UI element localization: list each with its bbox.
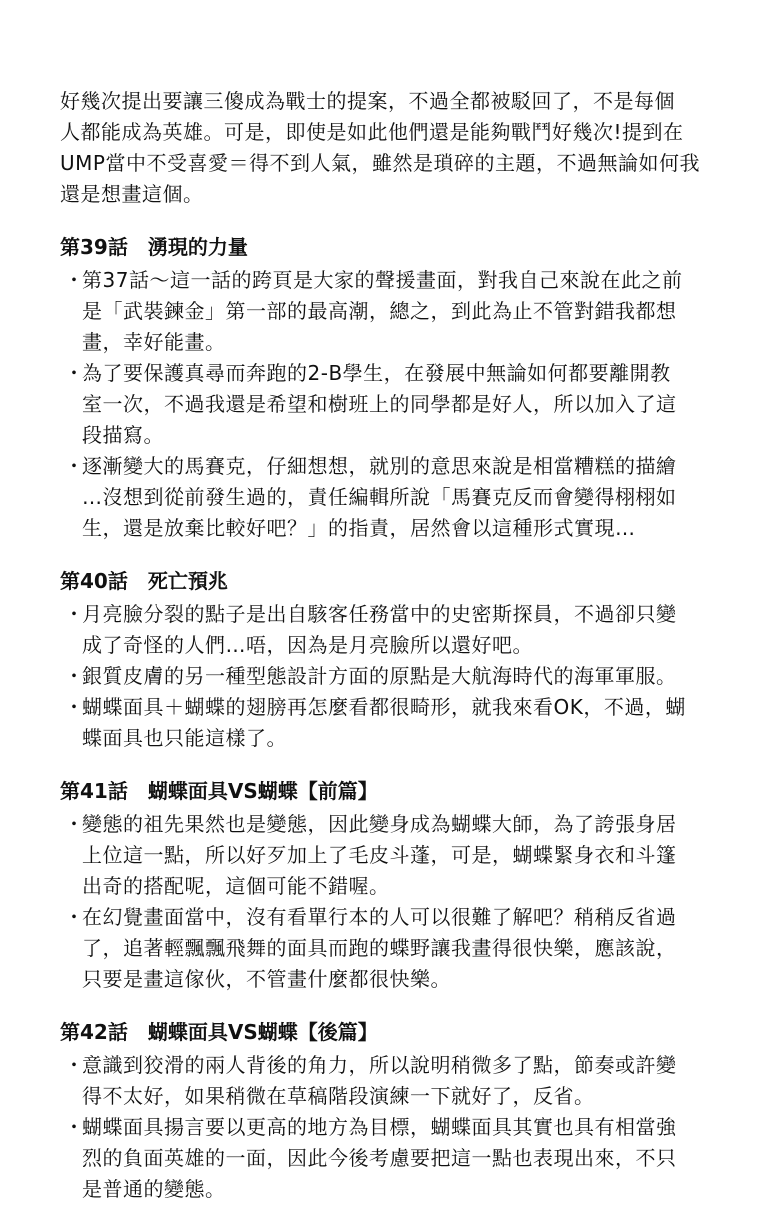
note-item [60, 902, 720, 995]
note-line: 只要是畫這傢伙，不管畫什麼都很快樂。 [82, 967, 451, 991]
note-item [60, 809, 720, 902]
chapter-title: 湧現的力量 [147, 235, 248, 259]
note-text [82, 1050, 720, 1112]
note-line: 在幻覺畫面當中，沒有看單行本的人可以很難了解吧？稍稍反省過 [82, 905, 677, 929]
note-line: 是「武裝鍊金」第一部的最高潮，總之，到此為止不管對錯我都想 [82, 299, 677, 323]
bullet-marker: ・ [64, 361, 84, 385]
note-line: 段描寫。 [82, 423, 164, 447]
note-text [82, 692, 720, 754]
note-line: 上位這一點，所以好歹加上了毛皮斗蓬，可是，蝴蝶緊身衣和斗篷 [82, 843, 677, 867]
chapter-number: 第40話 [60, 569, 128, 593]
section-heading [60, 776, 720, 807]
bullet-marker: ・ [64, 454, 84, 478]
note-line: 變態的祖先果然也是變態，因此變身成為蝴蝶大師，為了誇張身居 [82, 812, 677, 836]
note-item [60, 1112, 720, 1205]
note-item [60, 692, 720, 754]
intro-line: 人都能成為英雄。可是，即使是如此他們還是能夠戰鬥好幾次!提到在 [60, 120, 684, 144]
note-line: 蝴蝶面具揚言要以更高的地方為目標，蝴蝶面具其實也具有相當強 [82, 1115, 677, 1139]
bullet-marker: ・ [64, 1053, 84, 1077]
note-text [82, 358, 720, 451]
chapter-number: 第42話 [60, 1020, 128, 1044]
chapter-title: 死亡預兆 [147, 569, 228, 593]
note-line: 為了要保護真尋而奔跑的2-B學生，在發展中無論如何都要離開教 [82, 361, 671, 385]
note-line: 畫，幸好能畫。 [82, 330, 226, 354]
bullet-marker: ・ [64, 905, 84, 929]
note-text [82, 661, 720, 692]
note-text [82, 809, 720, 902]
note-line: 得不太好，如果稍微在草稿階段演練一下就好了，反省。 [82, 1084, 595, 1108]
note-item [60, 358, 720, 451]
note-line: 意識到狡滑的兩人背後的角力，所以說明稍微多了點，節奏或許變 [82, 1053, 677, 1077]
note-line: 銀質皮膚的另一種型態設計方面的原點是大航海時代的海軍軍服。 [82, 664, 677, 688]
note-line: 成了奇怪的人們…唔，因為是月亮臉所以還好吧。 [82, 633, 533, 657]
note-text [82, 451, 720, 544]
note-line: 逐漸變大的馬賽克，仔細想想，就別的意思來說是相當糟糕的描繪 [82, 454, 677, 478]
note-item [60, 599, 720, 661]
chapter-41-notes [60, 776, 720, 995]
note-text [82, 902, 720, 995]
note-line: 生，還是放棄比較好吧？」的指責，居然會以這種形式實現… [82, 516, 636, 540]
chapter-number: 第39話 [60, 235, 128, 259]
chapter-title: 蝴蝶面具VS蝴蝶【前篇】 [147, 779, 378, 803]
chapter-42-notes [60, 1017, 720, 1205]
note-line: …沒想到從前發生過的，責任編輯所說「馬賽克反而會變得栩栩如 [82, 485, 677, 509]
intro-line: 好幾次提出要讓三傻成為戰士的提案，不過全都被駁回了，不是每個 [60, 89, 675, 113]
note-item [60, 661, 720, 692]
note-line: 了，追著輕飄飄飛舞的面具而跑的蝶野讓我畫得很快樂，應該說， [82, 936, 677, 960]
bullet-marker: ・ [64, 695, 84, 719]
note-item [60, 265, 720, 358]
note-item [60, 1050, 720, 1112]
note-line: 蝶面具也只能這樣了。 [82, 726, 287, 750]
bullet-marker: ・ [64, 664, 84, 688]
chapter-number: 第41話 [60, 779, 128, 803]
chapter-40-notes [60, 566, 720, 754]
note-line: 是普通的變態。 [82, 1177, 226, 1201]
bullet-marker: ・ [64, 268, 84, 292]
intro-line: 還是想畫這個。 [60, 182, 204, 206]
bullet-marker: ・ [64, 812, 84, 836]
note-line: 烈的負面英雄的一面，因此今後考慮要把這一點也表現出來，不只 [82, 1146, 677, 1170]
section-heading [60, 232, 720, 263]
intro-paragraph [60, 86, 720, 210]
bullet-marker: ・ [64, 1115, 84, 1139]
section-heading [60, 566, 720, 597]
afterword-page [60, 86, 720, 1205]
section-heading [60, 1017, 720, 1048]
chapter-title: 蝴蝶面具VS蝴蝶【後篇】 [147, 1020, 378, 1044]
note-item [60, 451, 720, 544]
note-line: 室一次，不過我還是希望和樹班上的同學都是好人，所以加入了這 [82, 392, 677, 416]
note-line: 出奇的搭配呢，這個可能不錯喔。 [82, 874, 390, 898]
note-text [82, 265, 720, 358]
note-text [82, 1112, 720, 1205]
note-line: 月亮臉分裂的點子是出自駭客任務當中的史密斯探員，不過卻只變 [82, 602, 677, 626]
chapter-39-notes [60, 232, 720, 544]
note-text [82, 599, 720, 661]
bullet-marker: ・ [64, 602, 84, 626]
intro-line: UMP當中不受喜愛＝得不到人氣，雖然是瑣碎的主題，不過無論如何我 [60, 151, 700, 175]
note-line: 第37話～這一話的跨頁是大家的聲援畫面，對我自己來說在此之前 [82, 268, 683, 292]
note-line: 蝴蝶面具＋蝴蝶的翅膀再怎麼看都很畸形，就我來看OK，不過，蝴 [82, 695, 686, 719]
